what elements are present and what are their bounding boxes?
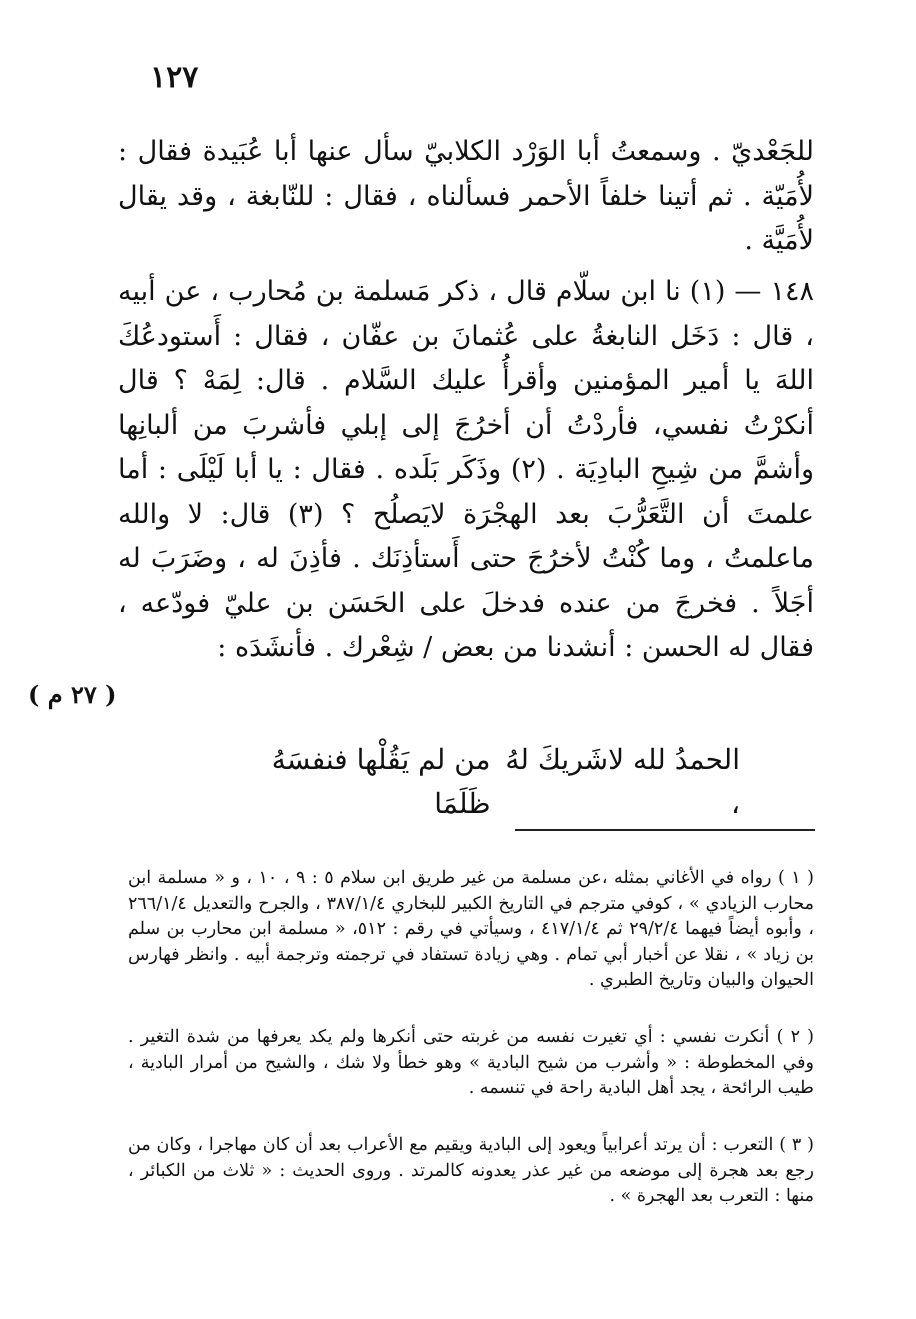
footnote-text: ( ١ ) رواه في الأغاني بمثله ،عن مسلمة من غير طريق ابن سلام ٥ : ٩ ، ١٠ ، و « مسلمة ابن محارب الزيادي » ، كوفي مترجم في التاريخ الكبير للبخاري ٣٨٧/١/٤ ، والجرح والتعديل ٢٦٦/١/٤ ، وأبوه أيضاً فيهما ٢٩/٢/٤ ثم ٤١٧/١/٤ ، وسيأتي في رقم : ٥١٢، « مسلمة ابن محارب بن سلم بن زياد » ، نقلا عن أخبار أبي تمام . وهي زيادة تستفاد في ترجمته وترجمة أبيه . وانظر فهارس الحيوان والبيان وتاريخ الطبري .: [128, 868, 815, 990]
footnote-text: ( ٣ ) التعرب : أن يرتد أعرابياً ويعود إلى البادية ويقيم مع الأعراب بعد أن كان مهاجرا ، وكان من رجع بعد هجرة إلى موضعه من غير عذر يعدونه كالمرتد . وروى الحديث : « ثلاث من الكبائر ، منها : التعرب بعد الهجرة » .: [128, 1135, 815, 1206]
manuscript-folio-reference: ( ٢٧ م ): [28, 680, 117, 709]
footnote-3: [128, 1133, 814, 1210]
footnote-separator: [515, 829, 815, 831]
footnote-2: [128, 1025, 814, 1102]
poem-first-hemistich: الحمدُ لله لاشَريكَ لهُ ،: [505, 743, 740, 820]
entry-148-paragraph: ١٤٨ — (١) نا ابن سلّام قال ، ذكر مَسلمة بن مُحارب ، عن أبيه ، قال : دَخَل النابغةُ على عُثمانَ بن عفّان ، فقال : أَستودعُكَ اللهَ يا أمير المؤمنين وأقرأُ عليك السَّلام . قال: لِمَهْ ؟ قال أنكرْتُ نفسي، فأردْتُ أن أخرُجَ إلى إبلي فأشربَ من ألبانِها وأشمَّ من شِيحِ البادِيَة . (٢) وذَكَر بَلَده . فقال : يا أبا لَيْلَى : أما علمتَ أن التَّعَرُّبَ بعد الهجْرَة لايَصلُح ؟ (٣) قال: لا والله ماعلمتُ ، وما كُنْتُ لأخرُجَ حتى أَستأذِنَك . فأذِنَ له ، وضَرَبَ له أجَلاً . فخرجَ من عنده فدخلَ على الحَسَن بن عليّ فودّعه ، فقال له الحسن : أنشدنا من بعض / شِعْرك . فأنشَدَه :: [118, 276, 814, 663]
footnote-text: ( ٢ ) أنكرت نفسي : أي تغيرت نفسه من غربته حتى أنكرها ولم يكد يعرفها من شدة التغير . وفي المخطوطة : « وأشرب من شيح البادية » وهو خطأ ولا شك ، والشيح من أمرار البادية ، طيب الرائحة ، يجد أهل البادية راحة في تنسمه .: [128, 1027, 814, 1098]
poem-second-hemistich: من لم يَقُلْها فنفسَهُ ظَلَمَا: [271, 743, 491, 820]
intro-paragraph: للجَعْديّ . وسمعتُ أبا الوَرْد الكلابيّ سأل عنها أبا عُبَيدة فقال : لأُمَيّة . ثم أتينا خلفاً الأحمر فسألناه ، فقال : للنّابغة ، وقد يقال لأُمَيَّة .: [118, 136, 814, 256]
footnote-1: [128, 866, 814, 994]
poem-verse: [210, 738, 740, 826]
page-number: ١٢٧: [150, 60, 199, 95]
